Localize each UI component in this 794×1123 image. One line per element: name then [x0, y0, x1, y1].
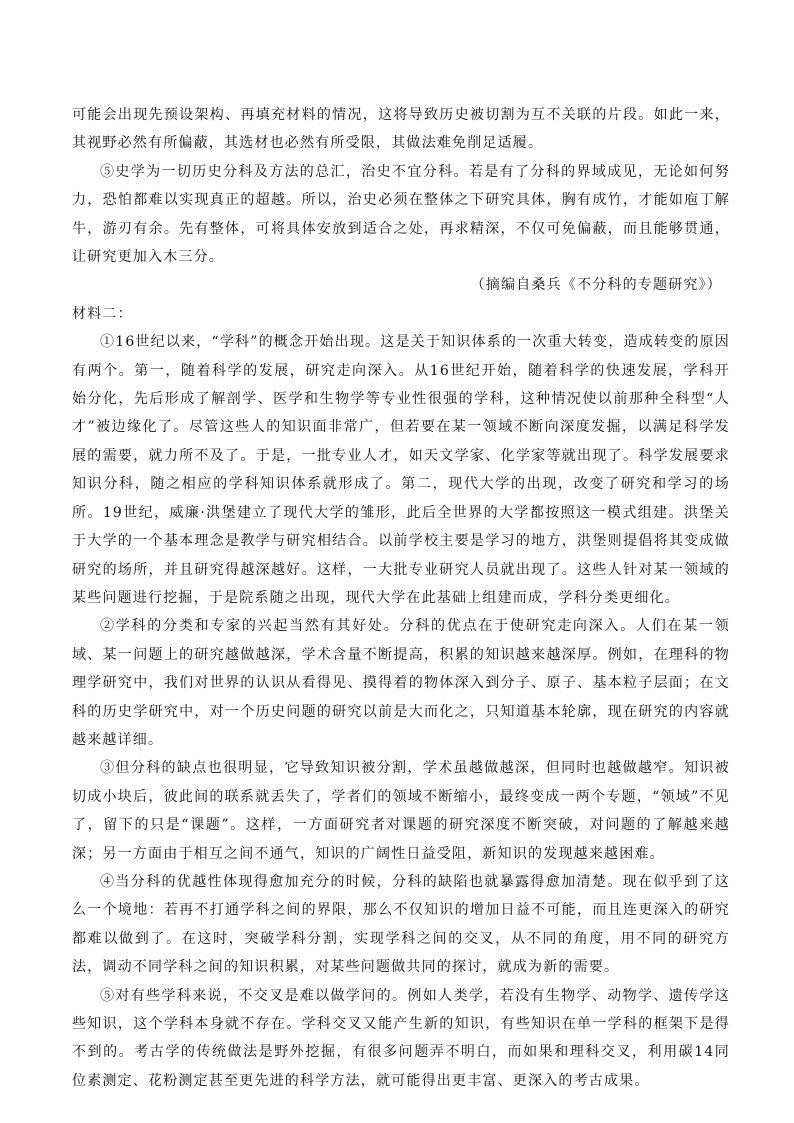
material2-paragraph-2: ②学科的分类和专家的兴起当然有其好处。分科的优点在于使研究走向深入。人们在某一领域、某一问题上的研究越做越深，学术含量不断提高，积累的知识越来越深厚。例如，在理科的物理学研究中，我们对世界的认识从看得见、摸得着的物体深入到分子、原子、基本粒子层面；在文科的历史学研究中，对一个历史问题的研究以前是大而化之，只知道基本轮廓，现在研究的内容就越来越详细。: [72, 618, 730, 748]
material2-paragraph-5: ⑤对有些学科来说，不交叉是难以做学问的。例如人类学，若没有生物学、动物学、遗传学这些知识，这个学科本身就不存在。学科交叉又能产生新的知识，有些知识在单一学科的框架下是得不到的。考古学的传统做法是野外挖掘，有很多问题弄不明白，而如果和理科交叉，利用碳14同位素测定、花粉测定甚至更先进的科学方法，就可能得出更丰富、更深入的考古成果。: [72, 987, 730, 1089]
material2-paragraph-3: ③但分科的缺点也很明显，它导致知识被分割，学术虽越做越深，但同时也越做越窄。知识被切成小块后，彼此间的联系就丢失了，学者们的领域不断缩小，最终变成一两个专题，“领域”不见了，留下的只是“课题”。这样，一方面研究者对课题的研究深度不断突破，对问题的了解越来越深；另一方面由于相互之间不通气，知识的广阔性日益受阻，新知识的发现越来越困难。: [72, 760, 730, 862]
material2-paragraph-1: ①16世纪以来，“学科”的概念开始出现。这是关于知识体系的一次重大转变，造成转变的原因有两个。第一，随着科学的发展，研究走向深入。从16世纪开始，随着科学的快速发展，学科开始分化，先后形成了解剖学、医学和生物学等专业性很强的学科，这种情况使以前那种全科型“人才”被边缘化了。尽管这些人的知识面非常广，但若要在某一领域不断向深度发掘，以满足科学发展的需要，就力所不及了。于是，一批专业人才，如天文学家、化学家等就出现了。科学发展要求知识分科，随之相应的学科知识体系就形成了。第二，现代大学的出现，改变了研究和学习的场所。19世纪，威廉·洪堡建立了现代大学的雏形，此后全世界的大学都按照这一模式组建。洪堡关于大学的一个基本理念是教学与研究相结合。以前学校主要是学习的地方，洪堡则提倡将其变成做研究的场所，并且研究得越深越好。这样，一大批专业研究人员就出现了。这些人针对某一领域的某些问题进行挖掘，于是院系随之出现，现代大学在此基础上组建而成，学科分类更细化。: [72, 334, 730, 606]
material1-source-citation: （摘编自桑兵《不分科的专题研究》）: [470, 277, 722, 294]
material1-paragraph-5: ⑤史学为一切历史分科及方法的总汇，治史不宜分科。若是有了分科的界域成见，无论如何努力，恐怕都难以实现真正的超越。所以，治史必须在整体之下研究具体，胸有成竹，才能如庖丁解牛，游刃有余。先有整体，可将具体安放到适合之处，再求精深，不仅可免偏蔽，而且能够贯通，让研究更加入木三分。: [72, 163, 730, 266]
material2-paragraph-4: ④当分科的优越性体现得愈加充分的时候，分科的缺陷也就暴露得愈加清楚。现在似乎到了这么一个境地：若再不打通学科之间的界限，那么不仅知识的增加日益不可能，而且连更深入的研究都难以做到了。在这时，突破学科分割，实现学科之间的交叉，从不同的角度，用不同的研究方法，调动不同学科之间的知识积累，对某些问题做共同的探讨，就成为新的需要。: [72, 873, 730, 976]
material2-heading: 材料二：: [72, 305, 133, 322]
material1-continued-paragraph: 可能会出现先预设架构、再填充材料的情况，这将导致历史被切割为互不关联的片段。如此一来，其视野必然有所偏蔽，其选材也必然有所受限，其做法难免削足适履。: [72, 107, 730, 152]
